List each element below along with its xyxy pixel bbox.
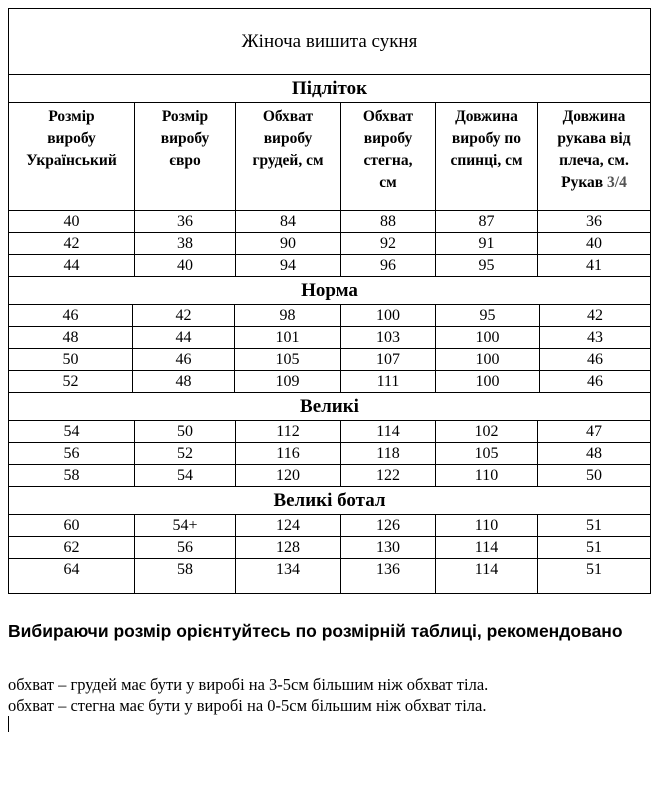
cell-back-length: 100 bbox=[435, 327, 539, 348]
column-headers bbox=[8, 102, 651, 210]
cell-bust: 98 bbox=[234, 305, 340, 326]
cell-hips: 96 bbox=[340, 255, 435, 276]
cell-size-eu: 52 bbox=[134, 443, 235, 464]
table-row bbox=[8, 442, 651, 464]
cell-bust: 128 bbox=[235, 537, 340, 558]
table-row bbox=[8, 558, 651, 594]
header-size-ukrainian: Розмір виробу Український bbox=[26, 108, 117, 169]
cell-sleeve-length: 51 bbox=[537, 515, 650, 536]
cell-size-ua: 50 bbox=[62, 350, 79, 368]
cell-size-eu: 42 bbox=[132, 305, 234, 326]
table-row bbox=[8, 420, 651, 442]
table-row bbox=[8, 464, 651, 486]
cell-size-ua: 60 bbox=[63, 516, 80, 534]
table-row bbox=[8, 514, 651, 536]
cell-sleeve-length: 46 bbox=[539, 371, 650, 392]
cell-hips: 88 bbox=[340, 211, 435, 232]
cell-sleeve-length: 43 bbox=[539, 327, 650, 348]
cell-hips: 136 bbox=[340, 559, 435, 593]
table-row bbox=[8, 210, 651, 232]
cell-sleeve-length: 40 bbox=[537, 233, 650, 254]
cell-size-eu: 46 bbox=[132, 349, 234, 370]
cell-hips: 103 bbox=[340, 327, 435, 348]
cell-bust: 94 bbox=[235, 255, 340, 276]
cell-sleeve-length: 41 bbox=[537, 255, 650, 276]
cell-size-eu: 54+ bbox=[134, 515, 235, 536]
table-row bbox=[8, 304, 651, 326]
cell-bust: 116 bbox=[235, 443, 340, 464]
cell-size-ua: 56 bbox=[63, 444, 80, 462]
table-row bbox=[8, 232, 651, 254]
note-bust: обхват – грудей має бути у виробі на 3-5см більшим ніж обхват тіла. bbox=[8, 675, 489, 694]
cell-size-ua: 44 bbox=[63, 256, 80, 274]
table-row bbox=[8, 370, 651, 392]
notes-heading: Вибираючи розмір орієнтуйтесь по розмірній таблиці, рекомендовано bbox=[8, 621, 623, 641]
sleeve-fraction: 3/4 bbox=[607, 174, 627, 191]
cell-size-eu: 40 bbox=[134, 255, 235, 276]
cell-back-length: 110 bbox=[435, 465, 537, 486]
cell-back-length: 100 bbox=[435, 371, 539, 392]
cell-back-length: 110 bbox=[435, 515, 537, 536]
section-title-teen: Підліток bbox=[8, 74, 651, 102]
cell-back-length: 102 bbox=[435, 421, 537, 442]
cell-back-length: 87 bbox=[435, 211, 537, 232]
cell-size-ua: 64 bbox=[63, 561, 80, 578]
cell-sleeve-length: 42 bbox=[539, 305, 650, 326]
cell-sleeve-length: 46 bbox=[539, 349, 650, 370]
cell-size-eu: 44 bbox=[132, 327, 234, 348]
cell-size-eu: 48 bbox=[132, 371, 234, 392]
cell-bust: 112 bbox=[235, 421, 340, 442]
header-bust: Обхват виробу грудей, см bbox=[235, 103, 340, 210]
cell-size-ua: 46 bbox=[62, 306, 79, 324]
section-title-large: Великі bbox=[8, 392, 651, 420]
cell-back-length: 114 bbox=[435, 559, 537, 593]
cell-hips: 107 bbox=[340, 349, 435, 370]
section-title-extra-large: Великі ботал bbox=[8, 486, 651, 514]
cell-bust: 134 bbox=[235, 559, 340, 593]
cell-sleeve-length: 50 bbox=[537, 465, 650, 486]
cell-sleeve-length: 48 bbox=[537, 443, 650, 464]
header-hips: Обхват виробу стегна, см bbox=[340, 103, 435, 210]
table-row bbox=[8, 348, 651, 370]
cell-size-eu: 58 bbox=[134, 559, 235, 593]
cell-size-ua: 52 bbox=[62, 372, 79, 390]
size-table bbox=[8, 8, 651, 594]
cell-bust: 101 bbox=[234, 327, 340, 348]
cell-bust: 120 bbox=[235, 465, 340, 486]
cell-size-ua: 54 bbox=[63, 422, 80, 440]
section-title-normal: Норма bbox=[8, 276, 651, 304]
cell-size-ua: 48 bbox=[62, 328, 79, 346]
cell-back-length: 95 bbox=[435, 305, 539, 326]
cell-hips: 111 bbox=[340, 371, 435, 392]
cell-hips: 100 bbox=[340, 305, 435, 326]
cell-hips: 130 bbox=[340, 537, 435, 558]
cell-sleeve-length: 36 bbox=[537, 211, 650, 232]
table-row bbox=[8, 326, 651, 348]
cell-back-length: 105 bbox=[435, 443, 537, 464]
cell-back-length: 100 bbox=[435, 349, 539, 370]
cell-size-ua: 42 bbox=[63, 234, 80, 252]
cell-size-eu: 38 bbox=[134, 233, 235, 254]
cell-back-length: 91 bbox=[435, 233, 537, 254]
header-back-length: Довжина виробу по спинці, см bbox=[435, 103, 537, 210]
table-row bbox=[8, 536, 651, 558]
table-row bbox=[8, 254, 651, 276]
cell-sleeve-length: 47 bbox=[537, 421, 650, 442]
cell-size-ua: 62 bbox=[63, 538, 80, 556]
header-sleeve-length: Довжина рукава від плеча, см. Рукав 3/4 bbox=[537, 103, 650, 210]
cell-size-eu: 54 bbox=[134, 465, 235, 486]
cell-size-eu: 56 bbox=[134, 537, 235, 558]
cell-hips: 126 bbox=[340, 515, 435, 536]
cell-bust: 90 bbox=[235, 233, 340, 254]
cell-back-length: 114 bbox=[435, 537, 537, 558]
cell-hips: 118 bbox=[340, 443, 435, 464]
cell-bust: 109 bbox=[234, 371, 340, 392]
cell-size-eu: 36 bbox=[134, 211, 235, 232]
cell-size-eu: 50 bbox=[134, 421, 235, 442]
note-hips: обхват – стегна має бути у виробі на 0-5см більшим ніж обхват тіла. bbox=[8, 696, 487, 715]
header-size-euro: Розмір виробу євро bbox=[134, 103, 235, 210]
cell-bust: 84 bbox=[235, 211, 340, 232]
cell-hips: 122 bbox=[340, 465, 435, 486]
cell-sleeve-length: 51 bbox=[537, 537, 650, 558]
cell-back-length: 95 bbox=[435, 255, 537, 276]
cell-sleeve-length: 51 bbox=[537, 559, 650, 593]
cell-size-ua: 58 bbox=[63, 466, 80, 484]
text-cursor[interactable] bbox=[8, 716, 9, 732]
table-title: Жіноча вишита сукня bbox=[8, 8, 651, 74]
cell-hips: 92 bbox=[340, 233, 435, 254]
cell-bust: 124 bbox=[235, 515, 340, 536]
cell-hips: 114 bbox=[340, 421, 435, 442]
cell-size-ua: 40 bbox=[63, 212, 80, 230]
cell-bust: 105 bbox=[234, 349, 340, 370]
